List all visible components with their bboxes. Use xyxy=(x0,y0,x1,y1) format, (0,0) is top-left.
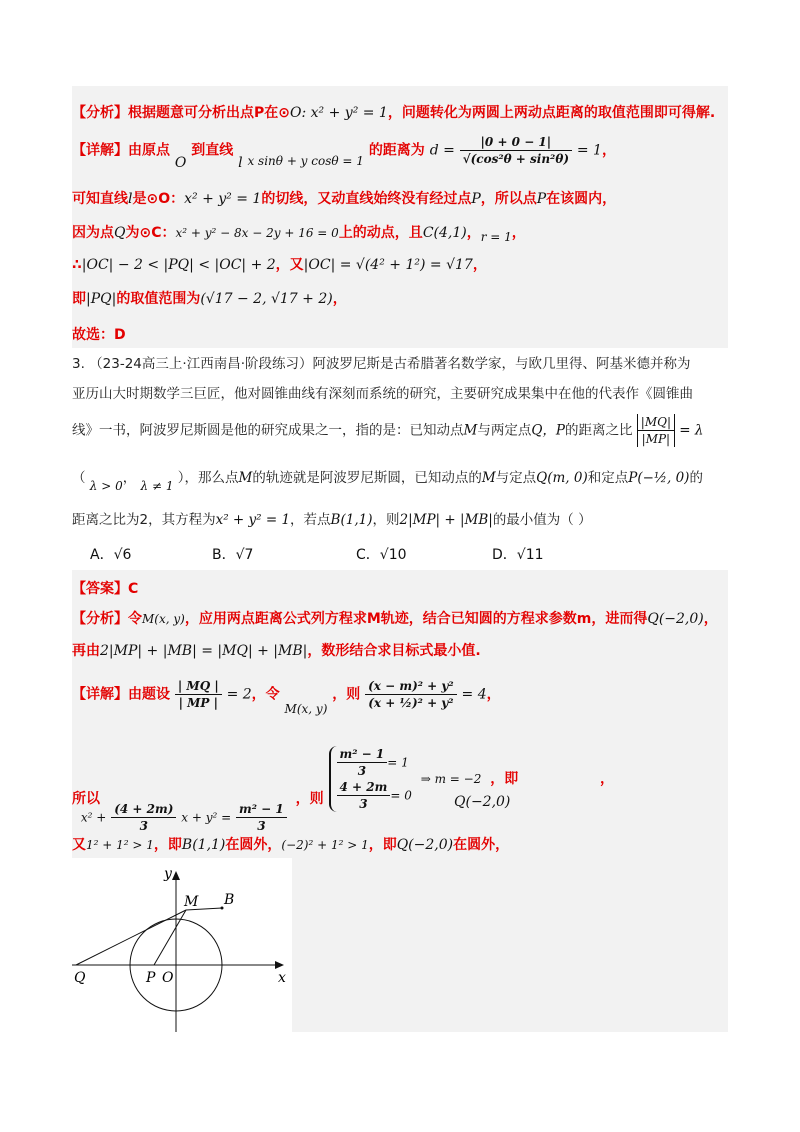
option-b[interactable]: B．√7 xyxy=(212,547,254,563)
detail-1-row-5: 即|PQ|的取值范围为(√17 − 2, √17 + 2)， xyxy=(72,291,347,307)
answer-3: 【答案】C xyxy=(72,581,139,597)
question-3-line-5: 距离之比为2，其方程为x² + y² = 1，若点B(1,1)，则2|MP| + |MB|的最小值为（ ） xyxy=(72,512,592,528)
detail-1-row-1: 【详解】由原点 O 到直线 l x sinθ + y cosθ = 1 的距离为 d = $\frac{|0 + 0 - 1|}{\text{√(cos²θ + sin²θ)}}$ = 1， xyxy=(72,135,616,171)
label-b: B xyxy=(224,892,235,908)
analysis-3-row-1: 【分析】令M(x, y)，应用两点距离公式列方程求M轨迹，结合已知圆的方程求参数m，进而得Q(−2,0)， xyxy=(72,611,718,627)
detail-3-row-1: 【详解】由题设 $\frac{| MQ |}{| MP |}$ = 2，令 M(x, y) ，则 $\frac{\text{(x − m)² + y²}}{\text{(x + ½)² + y²}}$ = 4， xyxy=(72,679,501,716)
question-3-line-3: 线》一书，阿波罗尼斯圆是他的研究成果之一，指的是：已知动点M与两定点Q，P的距离之比 $\frac{|MQ|}{|MP|}$ = λ xyxy=(72,415,704,446)
label-y: y xyxy=(164,866,172,882)
label-q: Q xyxy=(74,970,86,986)
detail-3-row-3: 又1² + 1² > 1，即B(1,1)在圆外，(−2)² + 1² > 1，即Q(−2,0)在圆外， xyxy=(72,837,510,853)
distance-equation: $\frac{\text{(x − m)² + y²}}{\text{(x + ½)² + y²}}$ xyxy=(365,678,457,711)
circle-diagram xyxy=(72,858,292,1032)
label-m: M xyxy=(184,894,199,910)
analysis-3-row-2: 再由2|MP| + |MB| = |MQ| + |MB|，数形结合求目标式最小值. xyxy=(72,643,481,659)
option-c[interactable]: C．√10 xyxy=(356,547,407,563)
detail-1-row-2: 可知直线l是⊙O：x² + y² = 1的切线，又动直线始终没有经过点P，所以点P在该圆内， xyxy=(72,191,617,207)
ratio-condition: $\frac{| MQ |}{| MP |}$ xyxy=(175,678,222,711)
ratio-fraction: $\frac{|MQ|}{|MP|}$ xyxy=(637,414,675,447)
analysis-detail-block-1 xyxy=(72,86,728,348)
question-3-line-1: 3. （23-24高三上·江西南昌·阶段练习）阿波罗尼斯是古希腊著名数学家，与欧几里得、阿基米德并称为 xyxy=(72,356,691,372)
question-3-line-4: （ λ > 0， λ ≠ 1 ），那么点M的轨迹就是阿波罗尼斯圆，已知动点的M与定点Q(m, 0)和定点P(−½, 0)的 xyxy=(72,470,703,493)
label-p: P xyxy=(146,970,156,986)
label-x: x xyxy=(278,970,286,986)
detail-3-row-2: 所以 x² + $\frac{(4 + 2m)}{3}$ x + y² = $\frac{\text{m² − 1}}{3}$ ，则 $\frac{\text{m² − 1}}{3}$ = 1 $\frac{4 + 2m}{3}$ = 0 ⇒ m = −2 ，即 ， xyxy=(72,747,614,833)
answer-1: 故选：D xyxy=(72,327,126,343)
detail-1-row-4: ∴|OC| − 2 < |PQ| < |OC| + 2，又|OC| = √(4² + 1²) = √17， xyxy=(72,257,487,273)
option-a[interactable]: A．√6 xyxy=(90,547,132,563)
detail-1-row-3: 因为点Q为⊙C：x² + y² − 8x − 2y + 16 = 0上的动点，且C(4,1)，r = 1， xyxy=(72,225,526,244)
analysis-1: 【分析】根据题意可分析出点P在⊙O: x² + y² = 1，问题转化为两圆上两动点距离的取值范围即可得解. xyxy=(72,105,716,121)
equation-system: $\frac{\text{m² − 1}}{3}$ = 1 $\frac{4 + 2m}{3}$ = 0 xyxy=(329,746,412,812)
detail-3-q-value: Q(−2,0) xyxy=(454,794,511,810)
label-o: O xyxy=(162,970,174,986)
distance-fraction: $\frac{|0 + 0 - 1|}{\text{√(cos²θ + sin²θ)}}$ xyxy=(460,134,572,167)
option-d[interactable]: D．√11 xyxy=(492,547,544,563)
question-3-line-2: 亚历山大时期数学三巨匠，他对圆锥曲线有深刻而系统的研究，主要研究成果集中在他的代表作《圆锥曲 xyxy=(72,386,693,402)
geometry-figure xyxy=(72,858,292,1032)
